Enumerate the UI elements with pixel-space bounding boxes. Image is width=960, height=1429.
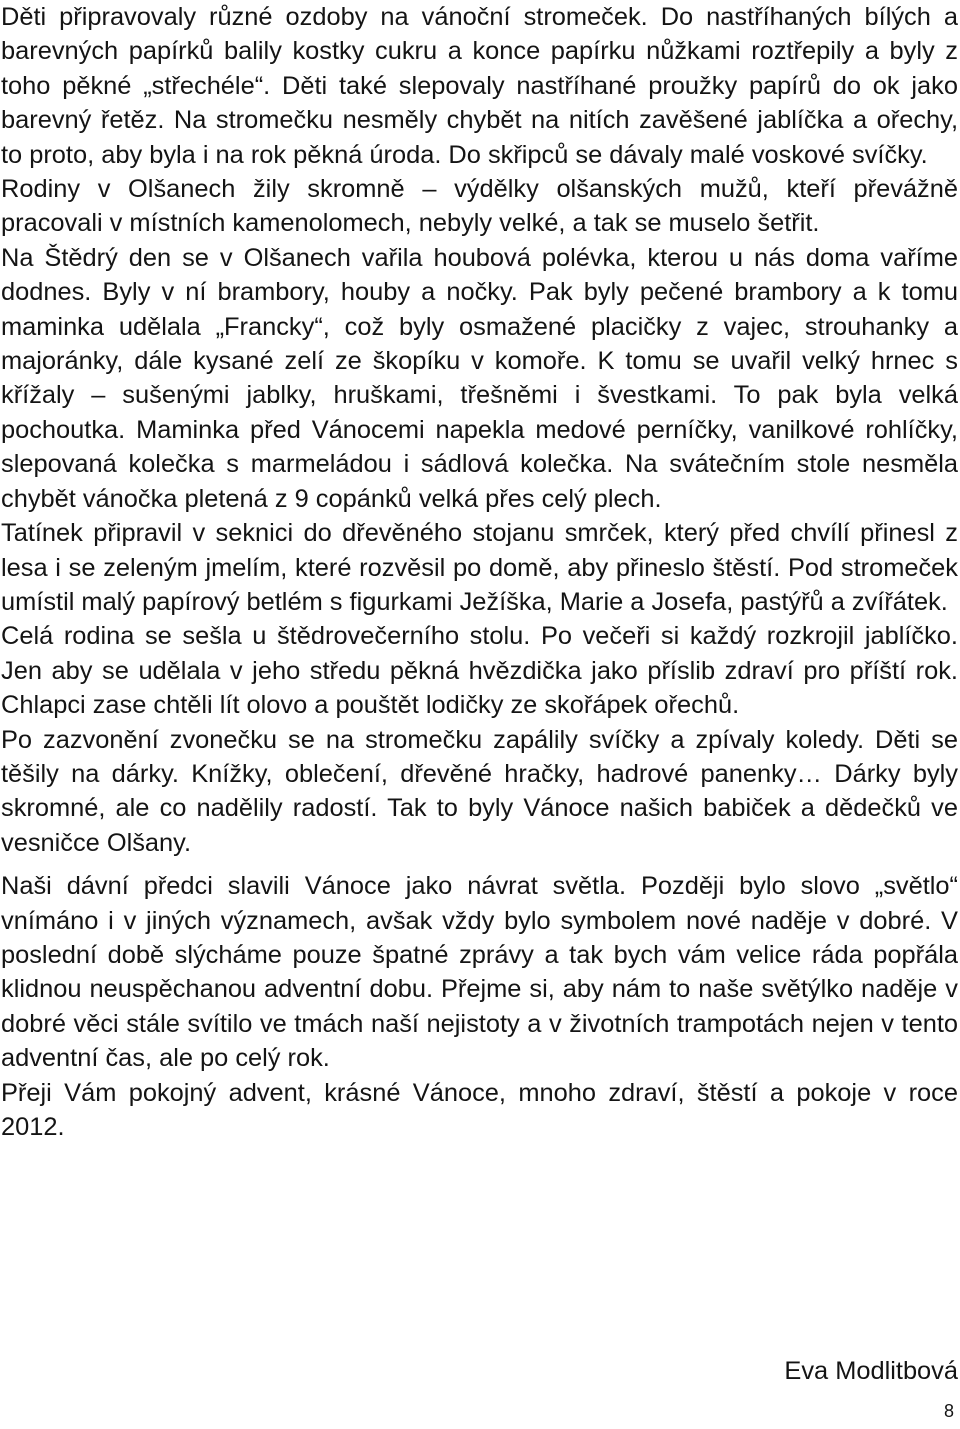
paragraph-gifts-and-carols: Po zazvonění zvonečku se na stromečku zapálily svíčky a zpívaly koledy. Děti se těšily na dárky. Knížky, oblečení, dřevěné hračky, hadrové panenky… Dárky byly skromné, ale co nadělily radostí. Tak to byly Vánoce našich babiček a dědečků ve vesničce Olšany. <box>1 725 958 857</box>
page-number: 8 <box>943 1401 954 1421</box>
article-body <box>1 0 958 1144</box>
paragraph-christmas-eve-meal: Na Štědrý den se v Olšanech vařila houbová polévka, kterou u nás doma vaříme dodnes. Byly v ní brambory, houby a nočky. Pak byly pečené brambory a k tomu maminka udělala „Francky“, což byly osmažené placičky z vajec, strouhanky a majoránky, dále kysané zelí ze škopíku v komoře. K tomu se uvařil velký hrnec s křížaly – sušenými jablky, hruškami, třešněmi i švestkami. To pak byla velká pochoutka. Maminka před Vánocemi napekla medové perníčky, vanilkové rohlíčky, slepovaná kolečka s marmeládou i sádlová kolečka. Na svátečním stole nesměla chybět vánočka pletená z 9 copánků velká přes celý plech. <box>1 243 958 513</box>
paragraph-return-of-light: Naši dávní předci slavili Vánoce jako návrat světla. Později bylo slovo „světlo“ vnímáno i v jiných významech, avšak vždy bylo symbolem nové naděje v dobré. V poslední době slýcháme pouze špatné zprávy a tak bych vám velice ráda popřála klidnou neuspěchanou adventní dobu. Přejme si, aby nám to naše světýlko naděje v dobré věci stále svítilo ve tmách naší nejistoty a v životních trampotách nejen v tento adventní čas, ale po celý rok. <box>1 872 958 1073</box>
paragraph-modest-families: Rodiny v Olšanech žily skromně – výdělky olšanských mužů, kteří převážně pracovali v místních kamenolomech, nebyly velké, a tak se muselo šetřit. <box>1 175 958 238</box>
paragraph-christmas-tree: Tatínek připravil v seknici do dřevěného stojanu smrček, který před chvílí přinesl z lesa i se zeleným jmelím, které rozvěsil po domě, aby přineslo štěstí. Pod stromeček umístil malý papírový betlém s figurkami Ježíška, Marie a Josefa, pastýřů a zvířátek. <box>1 519 958 616</box>
paragraph-wishes: Přeji Vám pokojný advent, krásné Vánoce, mnoho zdraví, štěstí a pokoje v roce 2012. <box>1 1078 958 1141</box>
paragraph-family-dinner: Celá rodina se sešla u štědrovečerního stolu. Po večeři si každý rozkrojil jablíčko. Jen aby se udělala v jeho středu pěkná hvězdička jako příslib zdraví pro příští rok. Chlapci zase chtěli lít olovo a pouštět lodičky ze skořápek ořechů. <box>1 622 958 720</box>
paragraph-christmas-decorations: Děti připravovaly různé ozdoby na vánoční stromeček. Do nastříhaných bílých a barevných papírků balily kostky cukru a konce papírku nůžkami roztřepily a byly z toho pěkné „střechéle“. Děti také slepovaly nastříhané proužky papírů do ok jako barevný řetěz. Na stromečku nesměly chybět na nitích zavěšené jablíčka a ořechy, to proto, aby byla i na rok pěkná úroda. Do skřipců se dávaly malé voskové svíčky. <box>1 3 958 169</box>
author-signature: Eva Modlitbová <box>784 1357 958 1385</box>
